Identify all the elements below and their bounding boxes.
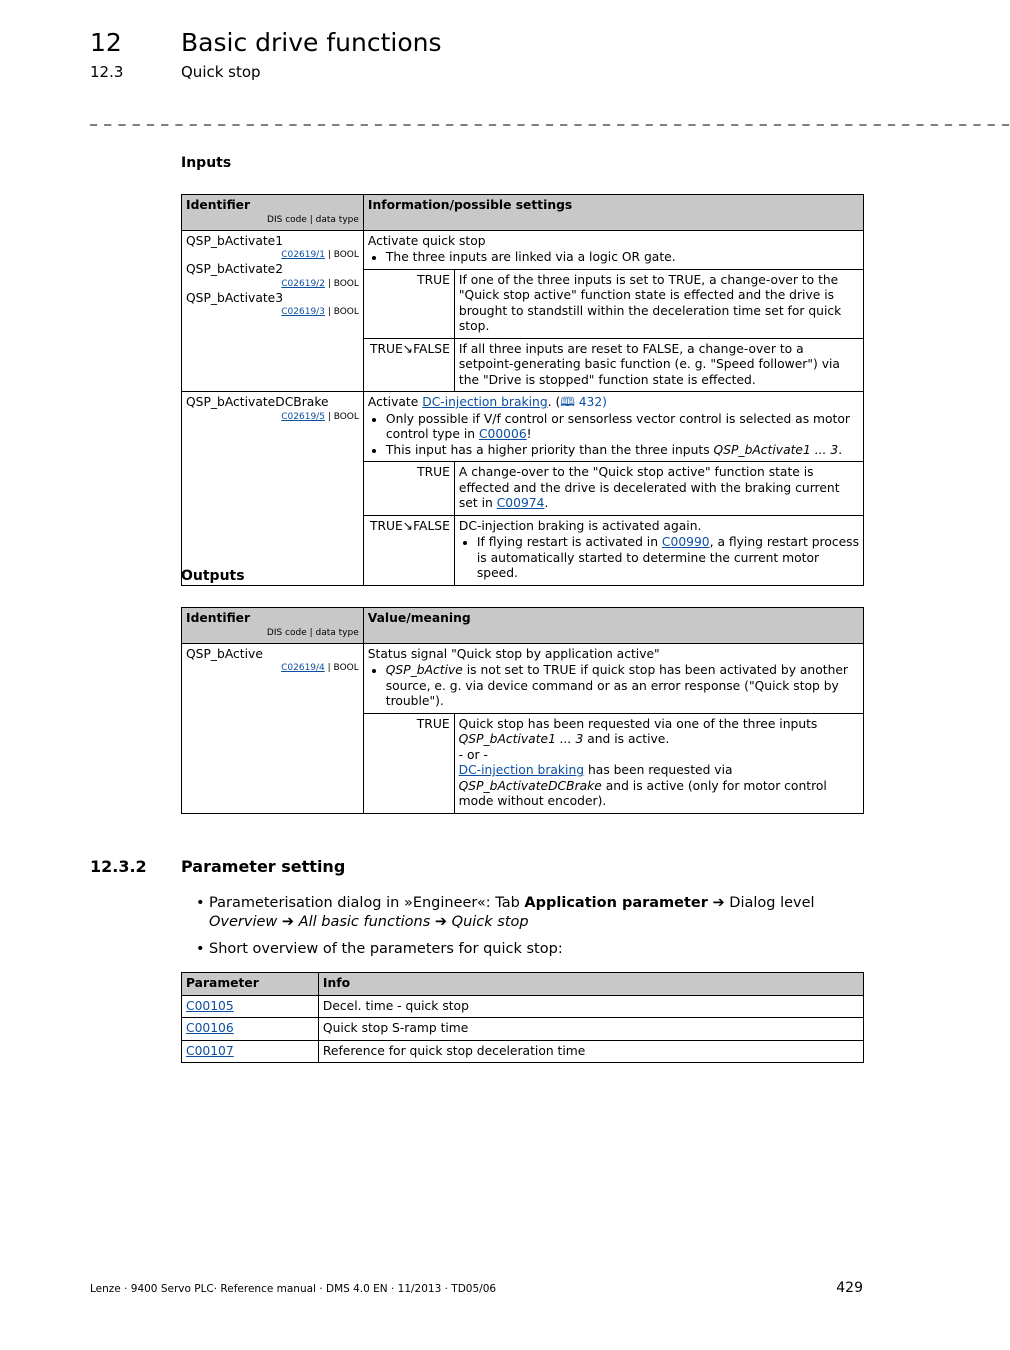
table-row (182, 643, 864, 713)
code-link[interactable]: C00006 (478, 427, 527, 441)
dis-code-label: DIS code | data type (267, 214, 359, 225)
footer-text: Lenze · 9400 Servo PLC· Reference manual · DMS 4.0 EN · 11/2013 · TD05/06 (90, 1283, 497, 1295)
code-link[interactable]: C00974 (496, 496, 545, 510)
list-text: Only possible if V/f control or sensorless vector control is selected as motor control type in (385, 411, 850, 441)
list-text: QSP_bActive (385, 663, 463, 677)
col-info-header: Information/possible settings (363, 195, 863, 231)
list-text: If flying restart is activated in (476, 535, 662, 549)
list-item (386, 443, 859, 459)
list-text: Parameterisation dialog in »Engineer«: Tab (209, 895, 525, 911)
identifier-cell (182, 230, 364, 392)
info-text: Activate (367, 395, 423, 409)
info-text: . ( (547, 395, 561, 409)
description-cell: If one of the three inputs is set to TRUE, a change-over to the "Quick stop active" function state is effected and the drive is brought to standstill within the deceleration time set for quick stop. (454, 269, 863, 338)
list-item (386, 663, 859, 710)
dis-code-link[interactable]: C02619/3 (281, 307, 325, 317)
list-text: Dialog level (729, 895, 815, 911)
page-reference[interactable]: 432) (574, 395, 607, 409)
chapter-title: Basic drive functions (181, 28, 442, 57)
subsection-number: 12.3.2 (90, 857, 147, 876)
identifier: QSP_bActivate1 (186, 233, 284, 248)
table-row (182, 230, 864, 269)
parameter-cell (182, 995, 319, 1018)
list-text: Overview (209, 914, 278, 930)
col-info-header: Info (318, 973, 863, 996)
info-text: Status signal "Quick stop by application active" (367, 646, 660, 661)
dis-code-link[interactable]: C02619/2 (281, 278, 325, 289)
parameter-cell (182, 1040, 319, 1063)
data-type: | BOOL (324, 278, 359, 289)
list-item (386, 412, 859, 443)
dis-code-label: DIS code | data type (266, 627, 359, 638)
section-title: Quick stop (181, 63, 261, 81)
table-header-row (182, 195, 864, 231)
description-text: DC-injection braking is activated again. (458, 518, 702, 533)
description-text: A change-over to the "Quick stop active" function state is effected and the drive is decelerated with the braking current set in (458, 465, 840, 510)
list-text: Application parameter (524, 895, 708, 911)
list-item (196, 894, 866, 932)
description-cell (454, 713, 863, 813)
description-text: has been requested via (584, 763, 733, 777)
identifier: QSP_bActivate3 (186, 290, 284, 305)
list-text: Short overview of the parameters for quick stop: (209, 941, 563, 957)
value-cell: TRUE (363, 269, 454, 338)
table-row (182, 995, 864, 1018)
description-text: and is active (only for motor control mode without encoder). (458, 778, 827, 808)
info-cell: Decel. time - quick stop (318, 995, 863, 1018)
table-header-row (182, 608, 864, 644)
book-icon[interactable]: 🕮 (560, 395, 575, 409)
info-cell (363, 230, 863, 269)
chapter-number: 12 (90, 28, 122, 57)
inputs-heading: Inputs (181, 155, 232, 171)
data-type: | BOOL (324, 663, 359, 673)
table-row (182, 1018, 864, 1041)
data-type: | BOOL (324, 307, 359, 317)
identifier: QSP_bActivateDCBrake (186, 395, 329, 409)
info-cell: Reference for quick stop deceleration time (318, 1040, 863, 1063)
list-text: is not set to TRUE if quick stop has been activated by another source, e. g. via device command or as an error response ("Quick stop by trouble"). (385, 663, 848, 708)
list-item (477, 535, 859, 582)
list-text: This input has a higher priority than the three inputs (385, 442, 714, 457)
list-text: All basic functions (298, 914, 431, 930)
subsection-title: Parameter setting (181, 857, 346, 876)
identifier-cell (182, 643, 364, 813)
dis-code-link[interactable]: C02619/4 (281, 663, 325, 673)
bullet-dot: • (196, 895, 205, 911)
arrow-icon: ➔ (430, 914, 452, 930)
identifier-label: Identifier (186, 611, 251, 625)
bullet-dot: • (196, 941, 205, 957)
arrow-icon: ➔ (277, 914, 299, 930)
table-header-row (182, 973, 864, 996)
identifier-label: Identifier (186, 198, 251, 212)
header-separator: _ _ _ _ _ _ _ _ _ _ _ _ _ _ _ _ _ _ _ _ _ _ _ _ _ _ _ _ _ _ _ _ _ _ _ _ _ _ _ _ _ _ _ _ _ _ _ _ _ _ _ _ _ _ _ _ _ _ _ _ _ _ _ _ _ (90, 110, 1010, 126)
table-row (182, 1040, 864, 1063)
dis-code-link[interactable]: C02619/1 (281, 250, 325, 260)
dc-injection-link[interactable]: DC-injection braking (458, 763, 585, 777)
list-text: , a flying restart process is automatically started to determine the current motor speed. (476, 535, 859, 580)
description-cell: If all three inputs are reset to FALSE, a change-over to a setpoint-generating basic function (e. g. "Speed follower") via the "Drive is stopped" function state is effected. (454, 338, 863, 392)
table-row (182, 392, 864, 462)
list-item (196, 940, 866, 959)
dis-code-link[interactable]: C02619/5 (281, 411, 325, 422)
section-number: 12.3 (90, 63, 124, 81)
description-text: . (544, 496, 549, 510)
outputs-heading: Outputs (181, 568, 245, 584)
description-cell (454, 515, 863, 585)
code-link[interactable]: C00990 (661, 535, 710, 549)
arrow-icon: ➔ (707, 895, 730, 911)
parameter-table (181, 972, 864, 1063)
info-cell: Quick stop S-ramp time (318, 1018, 863, 1041)
description-text: QSP_bActivateDCBrake (458, 778, 602, 793)
info-cell (363, 392, 863, 462)
value-cell: TRUE (363, 462, 454, 516)
identifier-cell (182, 392, 364, 586)
value-cell: TRUE↘FALSE (363, 515, 454, 585)
list-text: . (838, 442, 843, 457)
info-text: Activate quick stop (367, 233, 486, 248)
page-number: 429 (836, 1280, 863, 1296)
outputs-table (181, 607, 864, 814)
dc-injection-link[interactable]: DC-injection braking (422, 395, 548, 409)
parameter-cell (182, 1018, 319, 1041)
identifier: QSP_bActive (186, 646, 263, 661)
col-identifier-header (182, 608, 364, 644)
description-text: and is active. (583, 732, 670, 746)
list-text: QSP_bActivate1 ... 3 (713, 442, 839, 457)
col-value-header: Value/meaning (363, 608, 863, 644)
info-cell (363, 643, 863, 713)
col-parameter-header: Parameter (182, 973, 319, 996)
value-cell: TRUE (363, 713, 454, 813)
value-cell: TRUE↘FALSE (363, 338, 454, 392)
parameter-link[interactable]: C00107 (186, 1043, 234, 1058)
description-text: QSP_bActivate1 ... 3 (458, 732, 584, 746)
parameter-link[interactable]: C00106 (186, 1021, 234, 1035)
description-cell (454, 462, 863, 516)
data-type: | BOOL (324, 411, 359, 422)
inputs-table (181, 194, 864, 586)
list-text: ! (526, 427, 532, 441)
parameter-link[interactable]: C00105 (186, 998, 234, 1013)
list-item: • The three inputs are linked via a logic OR gate. (386, 250, 859, 266)
col-identifier-header (182, 195, 364, 231)
description-text: Quick stop has been requested via one of the three inputs (458, 716, 818, 731)
list-text: Quick stop (451, 914, 529, 930)
data-type: | BOOL (324, 250, 359, 260)
identifier: QSP_bActivate2 (186, 262, 284, 276)
description-text: - or - (458, 747, 488, 762)
